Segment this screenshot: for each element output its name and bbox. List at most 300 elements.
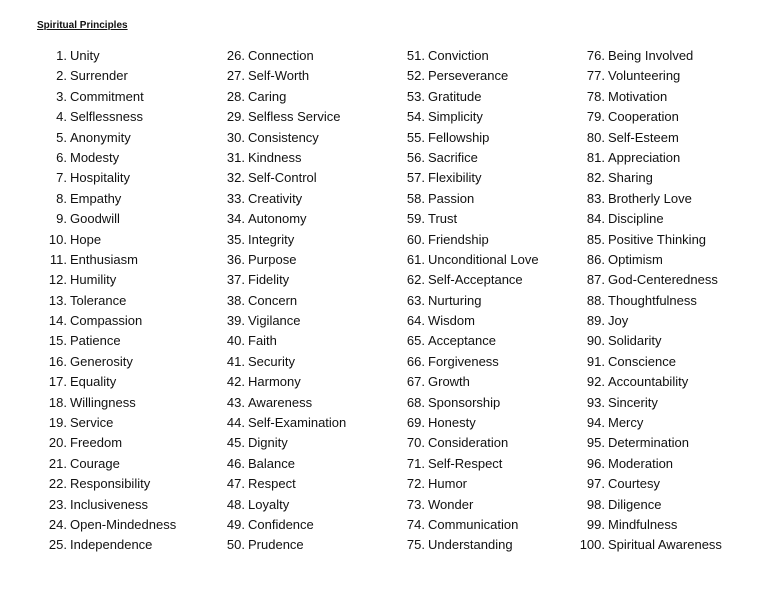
principle-number: 82. xyxy=(586,170,605,186)
principle-list-item xyxy=(38,66,213,86)
principle-label: Wisdom xyxy=(428,313,475,329)
principle-label: Loyalty xyxy=(248,496,290,512)
principle-label: Passion xyxy=(428,190,475,206)
principle-number: 17. xyxy=(48,374,67,390)
principles-column-1 xyxy=(38,46,213,556)
principle-label: Dignity xyxy=(248,435,288,451)
principle-list-item xyxy=(38,433,213,453)
principle-label: Surrender xyxy=(70,68,128,84)
principle-label: Inclusiveness xyxy=(70,496,149,512)
principle-number: 18. xyxy=(48,394,67,410)
principle-label: Forgiveness xyxy=(428,353,499,369)
principle-number: 41. xyxy=(226,353,245,369)
principle-list-item xyxy=(576,107,766,127)
principle-label: Accountability xyxy=(608,374,689,390)
principle-label: Empathy xyxy=(70,190,122,206)
principle-label: Humility xyxy=(70,272,117,288)
principle-label: Integrity xyxy=(248,231,295,247)
principle-list-item xyxy=(396,66,571,86)
principle-number: 7. xyxy=(56,170,67,186)
principle-list-item xyxy=(576,454,766,474)
principle-number: 59. xyxy=(406,211,425,227)
principle-label: Selfless Service xyxy=(248,109,341,125)
principle-list-item xyxy=(576,250,766,270)
principle-label: Self-Esteem xyxy=(608,129,679,145)
principle-label: Security xyxy=(248,353,295,369)
principle-list-item xyxy=(216,311,391,331)
principle-number: 53. xyxy=(406,88,425,104)
principle-label: Simplicity xyxy=(428,109,483,125)
principle-list-item xyxy=(216,331,391,351)
principle-label: Anonymity xyxy=(70,129,131,145)
principle-label: Enthusiasm xyxy=(70,251,138,267)
principle-list-item xyxy=(38,270,213,290)
principle-list-item xyxy=(38,46,213,66)
principle-list-item xyxy=(396,168,571,188)
principle-number: 27. xyxy=(226,68,245,84)
principle-label: Conviction xyxy=(428,48,489,63)
principle-list-item xyxy=(38,393,213,413)
principle-list-item xyxy=(38,230,213,250)
principle-number: 14. xyxy=(48,313,67,329)
principle-number: 78. xyxy=(586,88,605,104)
principle-label: Self-Control xyxy=(248,170,317,186)
principle-list-item xyxy=(396,148,571,168)
principle-list-item xyxy=(216,107,391,127)
principle-list-item xyxy=(576,413,766,433)
principle-number: 85. xyxy=(586,231,605,247)
principle-list-item xyxy=(396,250,571,270)
principle-label: Vigilance xyxy=(248,313,301,329)
principle-list-item xyxy=(396,454,571,474)
principle-list-item xyxy=(396,189,571,209)
principle-number: 61. xyxy=(406,251,425,267)
principle-number: 91. xyxy=(586,353,605,369)
principle-list-item xyxy=(216,433,391,453)
principle-list-item xyxy=(576,46,766,66)
principle-label: Honesty xyxy=(428,415,476,431)
principle-list-item xyxy=(38,495,213,515)
principle-list-item xyxy=(216,352,391,372)
principle-list-item xyxy=(38,352,213,372)
principle-list-item xyxy=(576,168,766,188)
principle-number: 64. xyxy=(406,313,425,329)
principle-number: 69. xyxy=(406,415,425,431)
principle-label: Brotherly Love xyxy=(608,190,692,206)
principle-number: 49. xyxy=(226,516,245,532)
principle-list-item xyxy=(396,413,571,433)
principle-list-item xyxy=(216,413,391,433)
principle-number: 90. xyxy=(586,333,605,349)
principle-label: Purpose xyxy=(248,251,297,267)
principle-label: Diligence xyxy=(608,496,662,512)
principle-label: Fidelity xyxy=(248,272,290,288)
principle-label: Consistency xyxy=(248,129,319,145)
principle-list-item xyxy=(396,515,571,535)
principle-number: 31. xyxy=(226,149,245,165)
principle-number: 22. xyxy=(48,476,67,492)
principle-list-item xyxy=(396,291,571,311)
principle-label: Confidence xyxy=(248,516,314,532)
principle-list-item xyxy=(576,433,766,453)
principle-label: Tolerance xyxy=(70,292,127,308)
principle-number: 12. xyxy=(48,272,67,288)
principle-label: Acceptance xyxy=(428,333,496,349)
principle-number: 70. xyxy=(406,435,425,451)
principle-label: Moderation xyxy=(608,455,674,471)
principle-list-item xyxy=(216,66,391,86)
principle-label: Friendship xyxy=(428,231,489,247)
principle-label: Understanding xyxy=(428,537,513,553)
principle-number: 74. xyxy=(406,516,425,532)
principle-label: Self-Respect xyxy=(428,455,503,471)
principle-number: 97. xyxy=(586,476,605,492)
principle-label: Generosity xyxy=(70,353,133,369)
principle-number: 34. xyxy=(226,211,245,227)
principle-number: 37. xyxy=(226,272,245,288)
principle-number: 46. xyxy=(226,455,245,471)
principle-label: Caring xyxy=(248,88,287,104)
principle-label: Selflessness xyxy=(70,109,143,125)
principle-list-item xyxy=(216,46,391,66)
principle-label: Motivation xyxy=(608,88,668,104)
principle-number: 94. xyxy=(586,415,605,431)
principle-list-item xyxy=(38,535,213,555)
principle-label: Perseverance xyxy=(428,68,509,84)
principle-number: 5. xyxy=(56,129,67,145)
principle-list-item xyxy=(576,189,766,209)
principle-number: 26. xyxy=(226,48,245,63)
principle-label: Volunteering xyxy=(608,68,681,84)
principle-label: Wonder xyxy=(428,496,474,512)
principle-list-item xyxy=(38,148,213,168)
principle-list-item xyxy=(216,495,391,515)
principle-number: 33. xyxy=(226,190,245,206)
principle-list-item xyxy=(396,128,571,148)
principle-label: Awareness xyxy=(248,394,313,410)
principle-label: Self-Examination xyxy=(248,415,347,431)
principle-label: Creativity xyxy=(248,190,303,206)
principle-list-item xyxy=(576,87,766,107)
principle-number: 21. xyxy=(48,455,67,471)
principle-label: Positive Thinking xyxy=(608,231,707,247)
principle-list-item xyxy=(396,352,571,372)
principle-label: Modesty xyxy=(70,149,120,165)
principle-label: Compassion xyxy=(70,313,143,329)
principle-number: 67. xyxy=(406,374,425,390)
principle-label: Nurturing xyxy=(428,292,482,308)
principle-list-item xyxy=(396,270,571,290)
principle-label: Being Involved xyxy=(608,48,694,63)
principle-number: 80. xyxy=(586,129,605,145)
principle-list-item xyxy=(396,209,571,229)
principle-number: 72. xyxy=(406,476,425,492)
principle-number: 88. xyxy=(586,292,605,308)
principle-list-item xyxy=(38,291,213,311)
principle-number: 1. xyxy=(56,48,67,63)
principle-label: Solidarity xyxy=(608,333,662,349)
principle-label: Sacrifice xyxy=(428,149,478,165)
principle-list-item xyxy=(396,46,571,66)
principle-number: 96. xyxy=(586,455,605,471)
principle-number: 6. xyxy=(56,149,67,165)
principle-label: Balance xyxy=(248,455,295,471)
principle-list-item xyxy=(216,230,391,250)
principle-number: 44. xyxy=(226,415,245,431)
principle-number: 66. xyxy=(406,353,425,369)
principle-list-item xyxy=(396,230,571,250)
principle-number: 29. xyxy=(226,109,245,125)
principle-label: Mindfulness xyxy=(608,516,678,532)
principle-number: 71. xyxy=(406,455,425,471)
principle-label: Self-Acceptance xyxy=(428,272,523,288)
principle-number: 75. xyxy=(406,537,425,553)
principle-label: Mercy xyxy=(608,415,644,431)
principle-list-item xyxy=(396,331,571,351)
principle-label: Growth xyxy=(428,374,470,390)
principle-number: 47. xyxy=(226,476,245,492)
principle-label: Conscience xyxy=(608,353,676,369)
principle-number: 57. xyxy=(406,170,425,186)
principle-number: 11. xyxy=(49,251,67,267)
principle-list-item xyxy=(216,209,391,229)
principle-list-item xyxy=(216,474,391,494)
principle-label: Service xyxy=(70,415,114,431)
principle-list-item xyxy=(216,189,391,209)
principle-number: 58. xyxy=(406,190,425,206)
principle-list-item xyxy=(38,474,213,494)
principle-label: Sincerity xyxy=(608,394,658,410)
principle-number: 32. xyxy=(226,170,245,186)
principle-list-item xyxy=(216,372,391,392)
principle-number: 98. xyxy=(586,496,605,512)
principle-label: Unconditional Love xyxy=(428,251,539,267)
principle-number: 15. xyxy=(48,333,67,349)
principle-list-item xyxy=(576,128,766,148)
principle-number: 76. xyxy=(586,48,605,63)
principle-number: 65. xyxy=(406,333,425,349)
principle-label: Humor xyxy=(428,476,468,492)
principle-list-item xyxy=(576,311,766,331)
principle-list-item xyxy=(38,189,213,209)
principle-number: 3. xyxy=(56,88,67,104)
principle-list-item xyxy=(216,168,391,188)
principle-number: 51. xyxy=(406,48,425,63)
principle-list-item xyxy=(576,209,766,229)
principle-number: 43. xyxy=(226,394,245,410)
principle-list-item xyxy=(576,372,766,392)
principle-list-item xyxy=(576,291,766,311)
principle-label: Hope xyxy=(70,231,102,247)
principle-number: 68. xyxy=(406,394,425,410)
principle-list-item xyxy=(216,128,391,148)
principle-number: 20. xyxy=(48,435,67,451)
principle-label: Discipline xyxy=(608,211,664,227)
principle-list-item xyxy=(216,250,391,270)
principle-number: 36. xyxy=(226,251,245,267)
principle-number: 25. xyxy=(48,537,67,553)
principle-list-item xyxy=(396,372,571,392)
principle-number: 63. xyxy=(406,292,425,308)
principle-label: Sharing xyxy=(608,170,653,186)
principle-list-item xyxy=(396,433,571,453)
principle-list-item xyxy=(216,515,391,535)
principle-label: Fellowship xyxy=(428,129,490,145)
principle-list-item xyxy=(38,128,213,148)
principle-label: Gratitude xyxy=(428,88,482,104)
principle-list-item xyxy=(38,168,213,188)
principle-list-item xyxy=(396,311,571,331)
principle-list-item xyxy=(38,250,213,270)
principle-label: Autonomy xyxy=(248,211,307,227)
principle-number: 54. xyxy=(406,109,425,125)
principle-label: Determination xyxy=(608,435,689,451)
principle-label: Equality xyxy=(70,374,117,390)
principle-list-item xyxy=(396,495,571,515)
principle-number: 10. xyxy=(48,231,67,247)
principle-number: 42. xyxy=(226,374,245,390)
principle-list-item xyxy=(576,393,766,413)
principle-label: Hospitality xyxy=(70,170,130,186)
principle-label: Freedom xyxy=(70,435,123,451)
principle-list-item xyxy=(38,454,213,474)
principle-number: 24. xyxy=(48,516,67,532)
principle-label: Kindness xyxy=(248,149,302,165)
principle-number: 60. xyxy=(406,231,425,247)
principle-list-item xyxy=(216,454,391,474)
principle-list-item xyxy=(576,535,766,555)
principle-label: Thoughtfulness xyxy=(608,292,697,308)
principle-label: Courage xyxy=(70,455,120,471)
principle-label: Trust xyxy=(428,211,458,227)
principle-number: 56. xyxy=(406,149,425,165)
principle-list-item xyxy=(396,393,571,413)
principle-number: 73. xyxy=(406,496,425,512)
principle-list-item xyxy=(396,535,571,555)
principle-number: 4. xyxy=(56,109,67,125)
principle-number: 62. xyxy=(406,272,425,288)
principle-list-item xyxy=(576,495,766,515)
principle-label: Commitment xyxy=(70,88,144,104)
principle-number: 28. xyxy=(226,88,245,104)
principle-list-item xyxy=(216,270,391,290)
principle-label: Flexibility xyxy=(428,170,482,186)
principles-column-4 xyxy=(576,46,766,556)
principle-list-item xyxy=(216,535,391,555)
principle-label: Prudence xyxy=(248,537,304,553)
principle-list-item xyxy=(396,474,571,494)
principle-number: 23. xyxy=(48,496,67,512)
principle-list-item xyxy=(216,393,391,413)
principle-label: Goodwill xyxy=(70,211,120,227)
principle-number: 2. xyxy=(56,68,67,84)
principle-number: 45. xyxy=(226,435,245,451)
principle-label: Joy xyxy=(608,313,629,329)
principle-label: Appreciation xyxy=(608,149,681,165)
principle-number: 52. xyxy=(406,68,425,84)
principle-label: Concern xyxy=(248,292,298,308)
principle-number: 39. xyxy=(226,313,245,329)
principle-list-item xyxy=(38,515,213,535)
principle-label: God-Centeredness xyxy=(608,272,718,288)
principle-list-item xyxy=(216,87,391,107)
principle-number: 79. xyxy=(586,109,605,125)
principle-number: 86. xyxy=(586,251,605,267)
principle-list-item xyxy=(396,87,571,107)
principle-number: 9. xyxy=(56,211,67,227)
principle-label: Unity xyxy=(70,48,100,63)
principle-number: 83. xyxy=(586,190,605,206)
principle-number: 40. xyxy=(226,333,245,349)
principle-number: 95. xyxy=(586,435,605,451)
principle-list-item xyxy=(38,209,213,229)
principle-list-item xyxy=(38,107,213,127)
principle-number: 16. xyxy=(48,353,67,369)
principle-list-item xyxy=(576,66,766,86)
principle-list-item xyxy=(38,331,213,351)
principle-list-item xyxy=(38,311,213,331)
principle-list-item xyxy=(216,291,391,311)
principle-number: 55. xyxy=(406,129,425,145)
principle-list-item xyxy=(38,372,213,392)
principle-label: Willingness xyxy=(70,394,136,410)
principle-label: Connection xyxy=(248,48,314,63)
principle-number: 87. xyxy=(586,272,605,288)
principle-list-item xyxy=(396,107,571,127)
principle-label: Respect xyxy=(248,476,296,492)
principle-label: Independence xyxy=(70,537,153,553)
principle-list-item xyxy=(38,87,213,107)
principle-list-item xyxy=(576,270,766,290)
principle-number: 81. xyxy=(586,149,605,165)
principle-list-item xyxy=(576,352,766,372)
principles-column-3 xyxy=(396,46,571,556)
principle-label: Cooperation xyxy=(608,109,679,125)
principle-number: 30. xyxy=(226,129,245,145)
principle-number: 13. xyxy=(48,292,67,308)
principle-label: Sponsorship xyxy=(428,394,501,410)
principle-label: Harmony xyxy=(248,374,301,390)
principle-label: Responsibility xyxy=(70,476,151,492)
principle-list-item xyxy=(576,331,766,351)
principle-number: 35. xyxy=(226,231,245,247)
principle-list-item xyxy=(38,413,213,433)
principle-number: 38. xyxy=(226,292,245,308)
principle-list-item xyxy=(576,515,766,535)
principle-label: Optimism xyxy=(608,251,663,267)
principle-number: 100. xyxy=(579,537,605,553)
principle-number: 8. xyxy=(56,190,67,206)
principle-label: Courtesy xyxy=(608,476,661,492)
principle-number: 93. xyxy=(586,394,605,410)
principle-number: 99. xyxy=(586,516,605,532)
principle-list-item xyxy=(576,148,766,168)
principle-label: Communication xyxy=(428,516,519,532)
principle-label: Open-Mindedness xyxy=(70,516,177,532)
principle-number: 19. xyxy=(48,415,67,431)
principle-label: Self-Worth xyxy=(248,68,310,84)
principle-number: 89. xyxy=(586,313,605,329)
principle-number: 92. xyxy=(586,374,605,390)
principle-list-item xyxy=(576,474,766,494)
principle-list-item xyxy=(216,148,391,168)
principle-number: 77. xyxy=(586,68,605,84)
principle-label: Spiritual Awareness xyxy=(608,537,722,553)
document-title: Spiritual Principles xyxy=(37,20,128,31)
principle-label: Patience xyxy=(70,333,121,349)
principle-number: 48. xyxy=(226,496,245,512)
principles-column-2 xyxy=(216,46,391,556)
